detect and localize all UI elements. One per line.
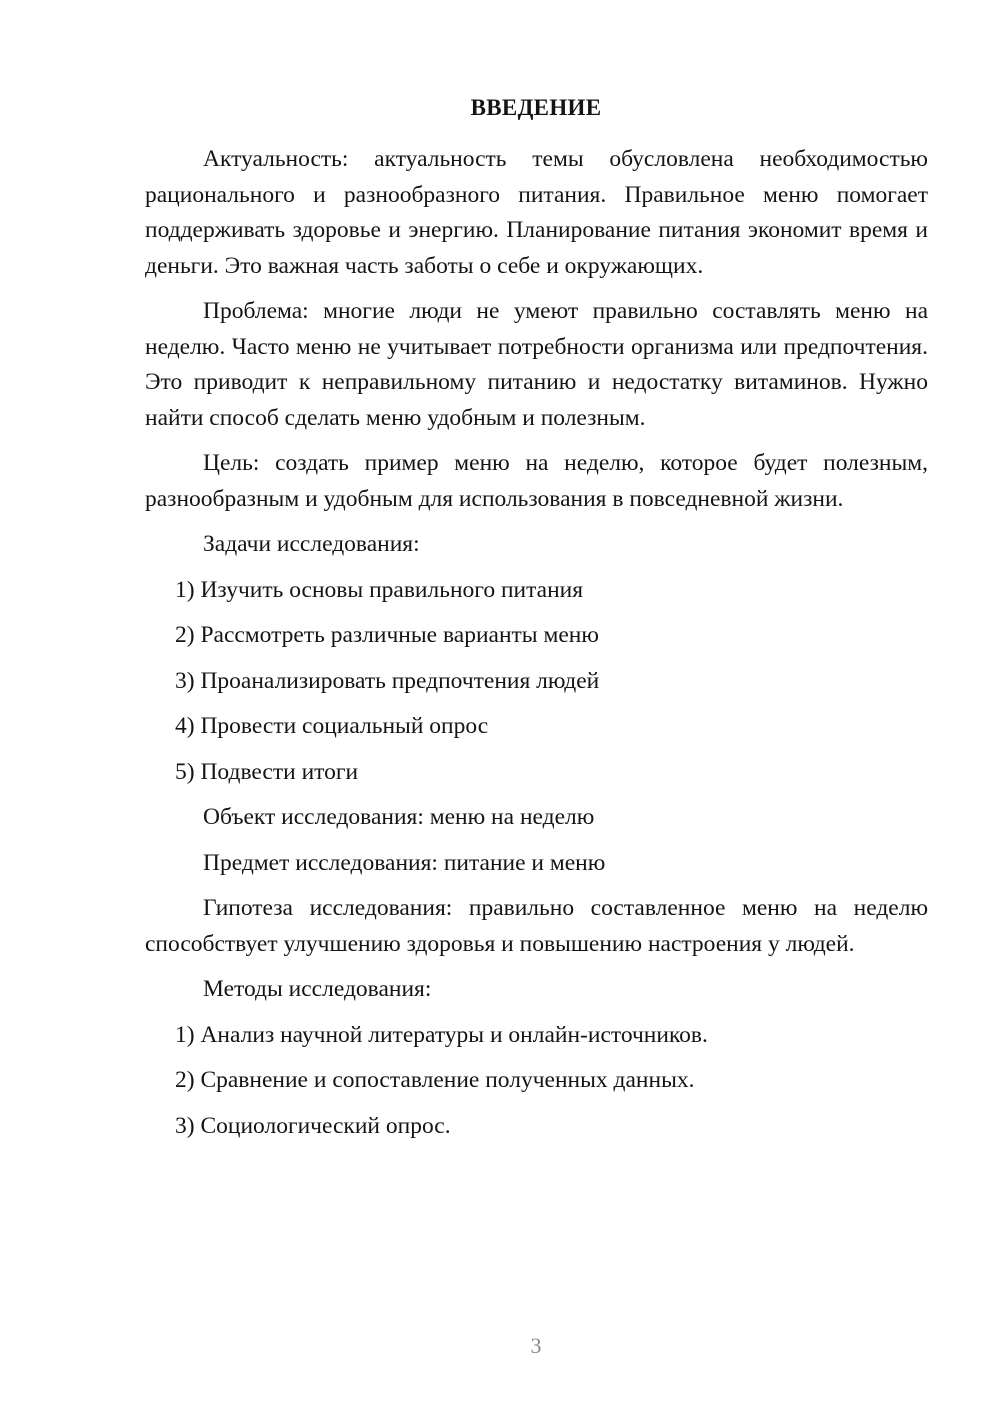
method-item: 2) Сравнение и сопоставление полученных данных. [175,1067,695,1093]
research-subject: Предмет исследования: питание и меню [203,849,606,876]
task-item: 4) Провести социальный опрос [175,713,489,739]
page-title: ВВЕДЕНИЕ [470,95,602,120]
task-item: 5) Подвести итоги [175,758,359,785]
research-object: Объект исследования: меню на неделю [203,804,595,830]
page-number: 3 [530,1333,542,1358]
task-item: 2) Рассмотреть различные варианты меню [175,622,599,648]
task-item: 3) Проанализировать предпочтения людей [175,667,600,694]
problem-paragraph: Проблема: многие люди не умеют правильно составлять меню на неделю. Часто меню не учитывает потребности организма или предпочтения. Это приводит к неправильному питанию и недостатку витаминов. Нужно найти способ сделать меню удобным и полезным. [145,298,928,431]
task-item: 1) Изучить основы правильного питания [175,576,584,603]
methods-heading: Методы исследования: [203,976,432,1002]
method-item: 1) Анализ научной литературы и онлайн-источников. [175,1021,708,1048]
method-item: 3) Социологический опрос. [175,1112,451,1139]
tasks-heading: Задачи исследования: [203,531,420,557]
hypothesis-paragraph: Гипотеза исследования: правильно составленное меню на неделю способствует улучшению здоровья и повышению настроения у людей. [145,895,928,957]
relevance-paragraph: Актуальность: актуальность темы обусловлена необходимостью рационального и разнообразного питания. Правильное меню помогает поддерживать здоровье и энергию. Планирование питания экономит время и деньги. Это важная часть заботы о себе и окружающих. [145,146,928,279]
goal-paragraph: Цель: создать пример меню на неделю, которое будет полезным, разнообразным и удобным для использования в повседневной жизни. [145,450,928,512]
document-body [145,142,928,1154]
